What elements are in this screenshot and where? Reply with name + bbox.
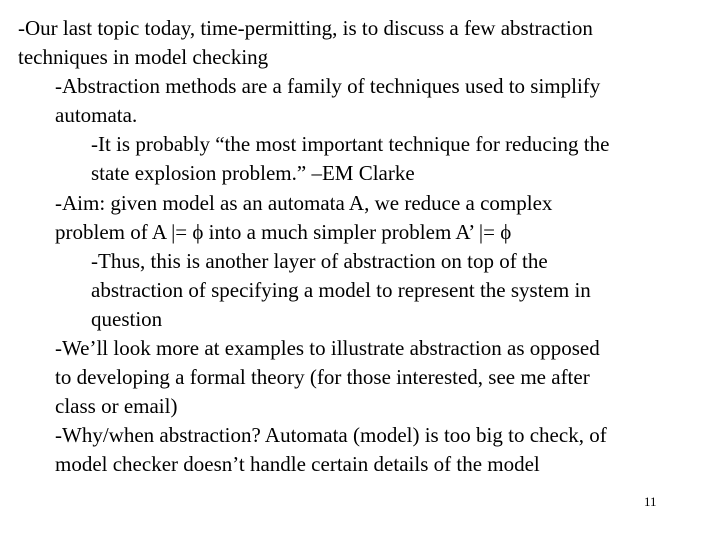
bullet-level-3: -It is probably “the most important technique for reducing the [91, 132, 610, 157]
bullet-level-2: -Why/when abstraction? Automata (model) is too big to check, of [55, 423, 607, 448]
bullet-level-3-continuation: state explosion problem.” –EM Clarke [91, 161, 415, 186]
bullet-level-2-continuation: problem of A |= ϕ into a much simpler problem A’ |= ϕ [55, 219, 512, 244]
bullet-level-1: -Our last topic today, time-permitting, is to discuss a few abstraction [18, 16, 593, 40]
bullet-level-2: -Abstraction methods are a family of techniques used to simplify [55, 74, 601, 99]
bullet-level-2-continuation: to developing a formal theory (for those interested, see me after [55, 365, 590, 390]
bullet-level-3-continuation: abstraction of specifying a model to represent the system in [91, 277, 591, 302]
bullet-level-3: -Thus, this is another layer of abstraction on top of the [91, 248, 548, 273]
bullet-level-2-continuation: class or email) [55, 394, 178, 419]
page-number: 11 [644, 494, 657, 509]
bullet-level-2-continuation: automata. [55, 103, 138, 128]
bullet-level-3-continuation: question [91, 306, 163, 331]
bullet-level-2-continuation: model checker doesn’t handle certain details of the model [55, 452, 540, 477]
slide-body [0, 14, 720, 480]
bullet-level-2: -We’ll look more at examples to illustrate abstraction as opposed [55, 336, 600, 361]
bullet-level-1-continuation: techniques in model checking [18, 45, 269, 70]
bullet-level-2: -Aim: given model as an automata A, we reduce a complex [55, 190, 553, 215]
